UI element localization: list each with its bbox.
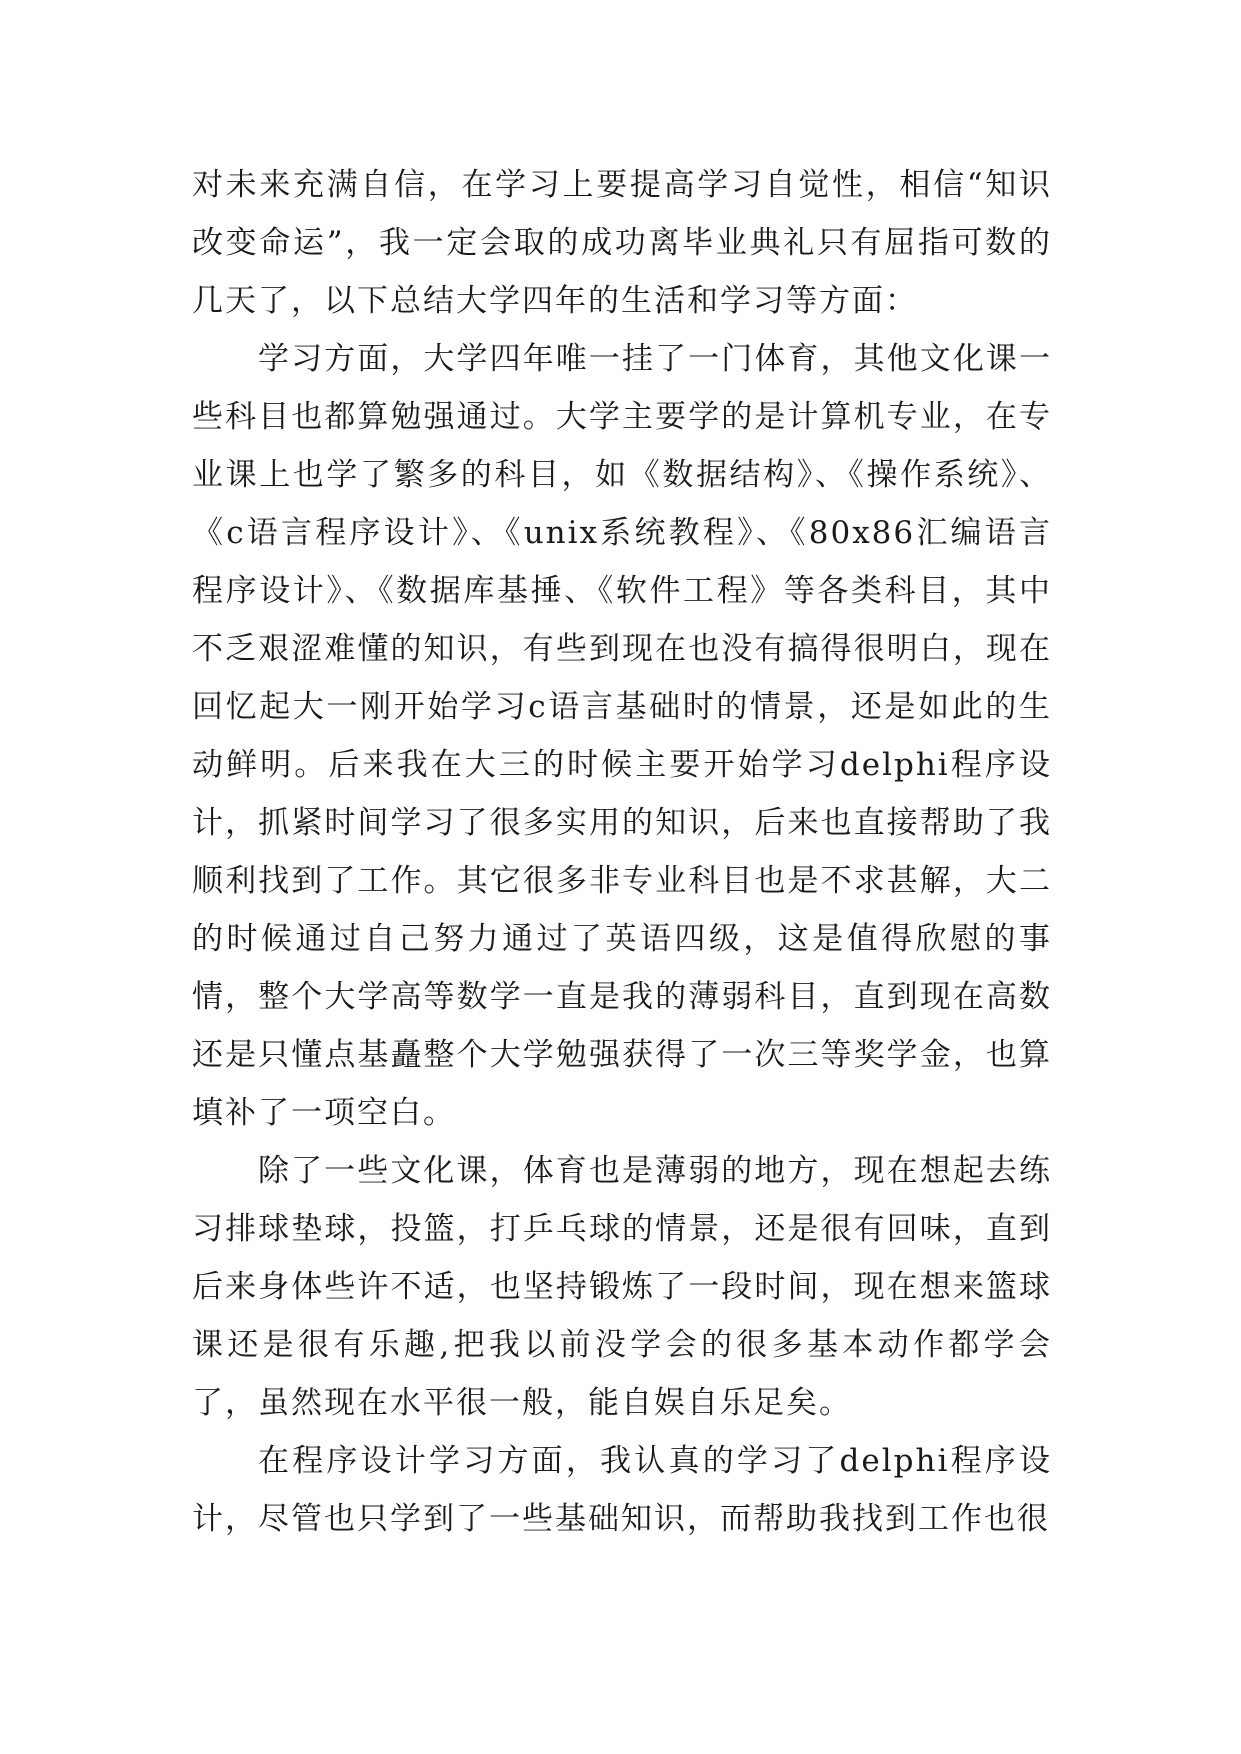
paragraph-3: 除了一些文化课，体育也是薄弱的地方，现在想起去练习排球垫球，投篮，打乒乓球的情景，还是很有回味，直到后来身体些许不适，也坚持锻炼了一段时间，现在想来篮球课还是很有乐趣,把我以前没学会的很多基本动作都学会了，虽然现在水平很一般，能自娱自乐足矣。 [192,1153,1052,1421]
paragraph-4: 在程序设计学习方面，我认真的学习了delphi程序设计，尽管也只学到了一些基础知识，而帮助我找到工作也很 [192,1443,1052,1537]
paragraph-1: 对未来充满自信，在学习上要提高学习自觉性，相信“知识改变命运”，我一定会取的成功离毕业典礼只有屈指可数的几天了，以下总结大学四年的生活和学习等方面： [192,167,1052,319]
paragraph-2: 学习方面，大学四年唯一挂了一门体育，其他文化课一些科目也都算勉强通过。大学主要学的是计算机专业，在专业课上也学了繁多的科目，如《数据结构》、《操作系统》、《c语言程序设计》、《unix系统教程》、《80x86汇编语言程序设计》、《数据库基捶、《软件工程》等各类科目，其中不乏艰涩难懂的知识，有些到现在也没有搞得很明白，现在回忆起大一刚开始学习c语言基础时的情景，还是如此的生动鲜明。后来我在大三的时候主要开始学习delphi程序设计，抓紧时间学习了很多实用的知识，后来也直接帮助了我顺利找到了工作。其它很多非专业科目也是不求甚解，大二的时候通过自己努力通过了英语四级，这是值得欣慰的事情，整个大学高等数学一直是我的薄弱科目，直到现在高数还是只懂点基矗整个大学勉强获得了一次三等奖学金，也算填补了一项空白。 [192,341,1052,1131]
document-body [192,156,1052,1548]
